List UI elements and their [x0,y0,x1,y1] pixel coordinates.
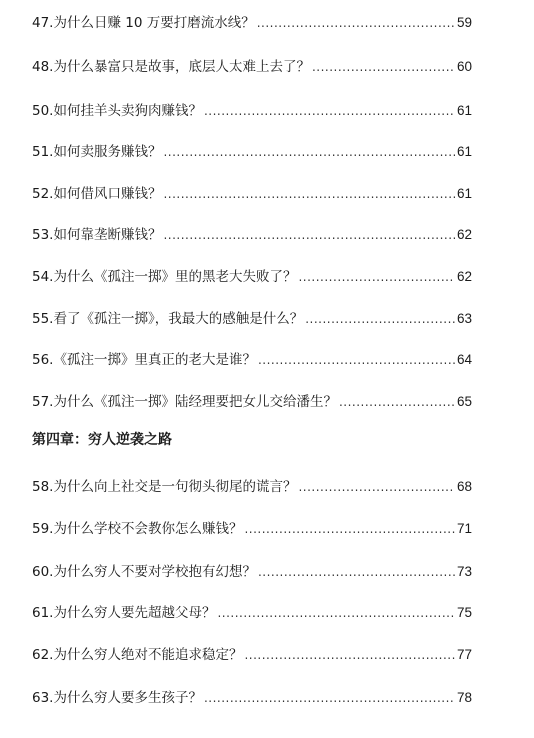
toc-entry-page: 78 [456,690,472,705]
toc-dot-leader [163,223,454,247]
toc-dot-leader [258,560,455,584]
toc-entry-page: 63 [456,311,472,326]
toc-dot-leader [163,140,454,164]
toc-dot-leader [305,307,455,331]
toc-entry-title: 50.如何挂羊头卖狗肉赚钱？ [32,103,202,119]
toc-entry-page: 61 [456,186,472,201]
toc-entry[interactable] [32,99,472,123]
toc-entry-title: 47.为什么日赚 10 万要打磨流水线？ [32,15,255,31]
toc-dot-leader [339,390,455,414]
toc-entry-title: 58.为什么向上社交是一句彻头彻尾的谎言？ [32,479,297,495]
toc-entry-title: 57.为什么《孤注一掷》陆经理要把女儿交给潘生？ [32,394,337,410]
toc-entry-title: 52.如何借风口赚钱？ [32,186,162,202]
toc-entry-page: 61 [456,103,472,118]
toc-dot-leader [217,601,454,625]
toc-entry-page: 62 [456,227,472,242]
toc-entry-page: 60 [456,59,472,74]
toc-dot-leader [312,55,455,79]
toc-entry[interactable] [32,686,472,710]
toc-dot-leader [204,686,455,710]
toc-entry[interactable] [32,11,472,35]
toc-entry[interactable] [32,140,472,164]
toc-entry[interactable] [32,307,472,331]
toc-entry-page: 65 [456,394,472,409]
toc-entry[interactable] [32,390,472,414]
toc-entry[interactable] [32,265,472,289]
toc-entry[interactable] [32,182,472,206]
toc-entry-title: 61.为什么穷人要先超越父母？ [32,605,216,621]
toc-entry-title: 53.如何靠垄断赚钱？ [32,227,162,243]
toc-entry-page: 59 [456,15,472,30]
toc-entry-title: 51.如何卖服务赚钱？ [32,144,162,160]
toc-entry-title: 62.为什么穷人绝对不能追求稳定？ [32,647,243,663]
toc-entry[interactable] [32,601,472,625]
toc-entry-title: 63.为什么穷人要多生孩子？ [32,690,202,706]
toc-entry-page: 62 [456,269,472,284]
toc-dot-leader [257,11,455,35]
toc-entry[interactable] [32,55,472,79]
toc-dot-leader [258,348,455,372]
toc-entry-page: 73 [456,564,472,579]
toc-entry[interactable] [32,348,472,372]
toc-dot-leader [244,643,454,667]
toc-entry-title: 55.看了《孤注一掷》，我最大的感触是什么？ [32,311,304,327]
toc-entry[interactable] [32,560,472,584]
toc-dot-leader [298,475,454,499]
toc-entry[interactable] [32,643,472,667]
toc-entry[interactable] [32,517,472,541]
toc-dot-leader [163,182,454,206]
toc-entry-page: 71 [456,521,472,536]
toc-entry-title: 48.为什么暴富只是故事，底层人太难上去了？ [32,59,310,75]
toc-dot-leader [298,265,454,289]
toc-dot-leader [244,517,454,541]
toc-entry-page: 75 [456,605,472,620]
toc-entry-title: 60.为什么穷人不要对学校抱有幻想？ [32,564,256,580]
toc-entry[interactable] [32,475,472,499]
toc-entry-title: 56.《孤注一掷》里真正的老大是谁？ [32,352,256,368]
toc-entry-title: 59.为什么学校不会教你怎么赚钱？ [32,521,243,537]
chapter-heading[interactable]: 第四章：穷人逆袭之路 [32,432,172,448]
toc-entry-title: 54.为什么《孤注一掷》里的黑老大失败了？ [32,269,297,285]
toc-entry-page: 77 [456,647,472,662]
toc-entry[interactable] [32,223,472,247]
toc-entry-page: 61 [456,144,472,159]
toc-entry-page: 64 [456,352,472,367]
toc-entry-page: 68 [456,479,472,494]
toc-dot-leader [204,99,455,123]
